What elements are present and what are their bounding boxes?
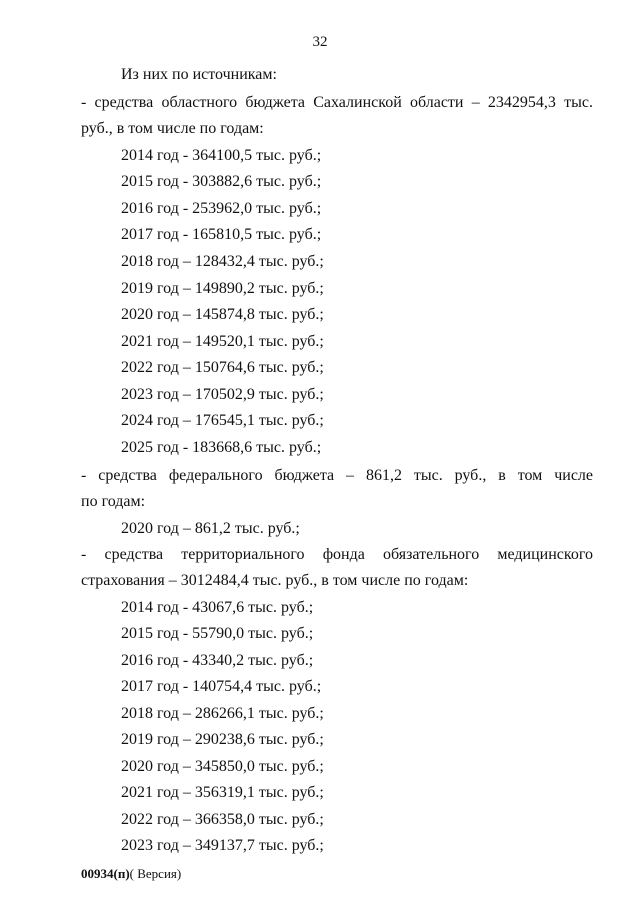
regional-year-2017: 2017 год - 165810,5 тыс. руб.;: [121, 226, 322, 243]
tfoms-year-2020: 2020 год – 345850,0 тыс. руб.;: [121, 758, 324, 775]
sources-intro: Из них по источникам:: [121, 66, 277, 83]
federal-heading-line2: по годам:: [81, 493, 146, 510]
federal-year-2020: 2020 год – 861,2 тыс. руб.;: [121, 520, 300, 537]
regional-year-2022: 2022 год – 150764,6 тыс. руб.;: [121, 359, 324, 376]
regional-year-2014: 2014 год - 364100,5 тыс. руб.;: [121, 147, 322, 164]
tfoms-year-2023: 2023 год – 349137,7 тыс. руб.;: [121, 837, 324, 854]
regional-year-2015: 2015 год - 303882,6 тыс. руб.;: [121, 173, 322, 190]
page-number: 32: [312, 34, 328, 50]
regional-year-2025: 2025 год - 183668,6 тыс. руб.;: [121, 439, 322, 456]
regional-year-2024: 2024 год – 176545,1 тыс. руб.;: [121, 412, 324, 429]
tfoms-year-2022: 2022 год – 366358,0 тыс. руб.;: [121, 811, 324, 828]
document-code: 00934(п): [81, 866, 130, 881]
tfoms-year-2014: 2014 год - 43067,6 тыс. руб.;: [121, 599, 314, 616]
tfoms-year-2015: 2015 год - 55790,0 тыс. руб.;: [121, 625, 314, 642]
tfoms-heading-line1: - средства территориального фонда обязательного медицинского: [81, 546, 593, 563]
regional-year-2020: 2020 год – 145874,8 тыс. руб.;: [121, 306, 324, 323]
tfoms-year-2016: 2016 год - 43340,2 тыс. руб.;: [121, 652, 314, 669]
regional-year-2021: 2021 год – 149520,1 тыс. руб.;: [121, 333, 324, 350]
tfoms-year-2021: 2021 год – 356319,1 тыс. руб.;: [121, 784, 324, 801]
tfoms-year-2018: 2018 год – 286266,1 тыс. руб.;: [121, 705, 324, 722]
regional-year-2016: 2016 год - 253962,0 тыс. руб.;: [121, 200, 322, 217]
document-version: ( Версия): [129, 866, 182, 881]
document-footer: [81, 866, 181, 882]
tfoms-heading-line2: страхования – 3012484,4 тыс. руб., в том числе по годам:: [81, 572, 469, 589]
tfoms-year-2017: 2017 год - 140754,4 тыс. руб.;: [121, 678, 322, 695]
tfoms-year-2019: 2019 год – 290238,6 тыс. руб.;: [121, 731, 324, 748]
federal-heading-line1: - средства федерального бюджета – 861,2 тыс. руб., в том числе: [81, 467, 593, 484]
regional-year-2018: 2018 год – 128432,4 тыс. руб.;: [121, 253, 324, 270]
regional-heading-line1: - средства областного бюджета Сахалинской области – 2342954,3 тыс.: [81, 94, 593, 111]
regional-year-2019: 2019 год – 149890,2 тыс. руб.;: [121, 280, 324, 297]
regional-year-2023: 2023 год – 170502,9 тыс. руб.;: [121, 386, 324, 403]
regional-heading-line2: руб., в том числе по годам:: [81, 120, 264, 137]
